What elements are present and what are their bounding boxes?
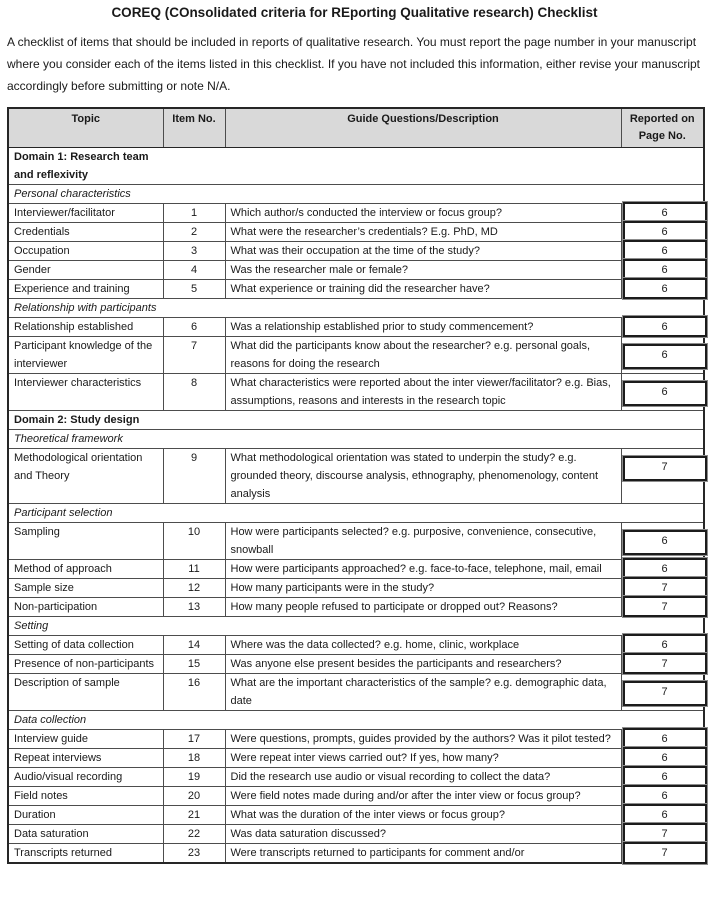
- guide-cell: What did the participants know about the researcher? e.g. personal goals, reasons for doing the research: [225, 337, 621, 374]
- page-number-field[interactable]: 7: [623, 653, 707, 674]
- guide-cell: Were repeat inter views carried out? If yes, how many?: [225, 749, 621, 768]
- section-row: [8, 299, 704, 318]
- topic-cell: Participant knowledge of the interviewer: [8, 337, 163, 374]
- guide-cell: How were participants approached? e.g. face-to-face, telephone, mail, email: [225, 560, 621, 579]
- page-number-field[interactable]: 7: [623, 577, 707, 598]
- guide-cell: How many participants were in the study?: [225, 579, 621, 598]
- topic-cell: Presence of non-participants: [8, 655, 163, 674]
- page-number-field[interactable]: 6: [623, 259, 707, 280]
- page-number-field[interactable]: 7: [623, 823, 707, 844]
- page-number-field[interactable]: 7: [623, 842, 707, 864]
- guide-cell: What methodological orientation was stated to underpin the study? e.g. grounded theory, discourse analysis, ethnography, phenomenology, content analysis: [225, 449, 621, 504]
- page-cell: [621, 242, 704, 261]
- page-cell: [621, 374, 704, 411]
- section-row: [8, 504, 704, 523]
- item-no-cell: 17: [163, 730, 225, 749]
- item-no-cell: 6: [163, 318, 225, 337]
- page-number-field[interactable]: 6: [623, 804, 707, 825]
- item-row: [8, 655, 704, 674]
- page-cell: [621, 261, 704, 280]
- section-cell: [8, 430, 704, 449]
- item-no-cell: 10: [163, 523, 225, 560]
- item-no-cell: 20: [163, 787, 225, 806]
- item-row: [8, 374, 704, 411]
- page-number-field[interactable]: 7: [623, 596, 707, 617]
- item-row: [8, 749, 704, 768]
- guide-cell: Where was the data collected? e.g. home, clinic, workplace: [225, 636, 621, 655]
- topic-cell: Repeat interviews: [8, 749, 163, 768]
- topic-cell: Transcripts returned: [8, 844, 163, 864]
- guide-cell: Which author/s conducted the interview or focus group?: [225, 204, 621, 223]
- item-row: [8, 523, 704, 560]
- col-header-reported: Reported on Page No.: [621, 108, 704, 148]
- section-cell: [8, 185, 704, 204]
- guide-cell: Was anyone else present besides the participants and researchers?: [225, 655, 621, 674]
- topic-cell: Non-participation: [8, 598, 163, 617]
- domain-row: [8, 411, 704, 430]
- topic-cell: Setting of data collection: [8, 636, 163, 655]
- page-number-field[interactable]: 6: [623, 634, 707, 655]
- page-number-field[interactable]: 6: [623, 747, 707, 768]
- section-label: Setting: [14, 620, 49, 633]
- item-no-cell: 21: [163, 806, 225, 825]
- guide-cell: Were questions, prompts, guides provided by the authors? Was it pilot tested?: [225, 730, 621, 749]
- guide-cell: Did the research use audio or visual recording to collect the data?: [225, 768, 621, 787]
- section-row: [8, 430, 704, 449]
- topic-cell: Gender: [8, 261, 163, 280]
- page-cell: [621, 560, 704, 579]
- item-row: [8, 280, 704, 299]
- item-row: [8, 449, 704, 504]
- page-cell: [621, 674, 704, 711]
- topic-cell: Sampling: [8, 523, 163, 560]
- topic-cell: Field notes: [8, 787, 163, 806]
- item-row: [8, 844, 704, 864]
- item-no-cell: 18: [163, 749, 225, 768]
- page-number-field[interactable]: 7: [623, 456, 707, 481]
- page-cell: [621, 844, 704, 864]
- topic-cell: Interviewer characteristics: [8, 374, 163, 411]
- topic-cell: Methodological orientation and Theory: [8, 449, 163, 504]
- checklist-table: [7, 107, 705, 864]
- item-row: [8, 579, 704, 598]
- page-cell: [621, 655, 704, 674]
- item-row: [8, 337, 704, 374]
- item-no-cell: 7: [163, 337, 225, 374]
- item-row: [8, 806, 704, 825]
- header-row: [8, 108, 704, 148]
- section-cell: [8, 299, 704, 318]
- col-header-item-no: Item No.: [163, 108, 225, 148]
- item-no-cell: 23: [163, 844, 225, 864]
- page-cell: [621, 204, 704, 223]
- item-no-cell: 1: [163, 204, 225, 223]
- guide-cell: What were the researcher’s credentials? E.g. PhD, MD: [225, 223, 621, 242]
- topic-cell: Interview guide: [8, 730, 163, 749]
- guide-cell: What experience or training did the researcher have?: [225, 280, 621, 299]
- item-no-cell: 16: [163, 674, 225, 711]
- guide-cell: How many people refused to participate or dropped out? Reasons?: [225, 598, 621, 617]
- page-cell: [621, 337, 704, 374]
- topic-cell: Sample size: [8, 579, 163, 598]
- page-number-field[interactable]: 6: [623, 381, 707, 406]
- item-row: [8, 768, 704, 787]
- page-cell: [621, 749, 704, 768]
- page-number-field[interactable]: 6: [623, 766, 707, 787]
- item-no-cell: 5: [163, 280, 225, 299]
- item-row: [8, 636, 704, 655]
- guide-cell: Was the researcher male or female?: [225, 261, 621, 280]
- topic-cell: Description of sample: [8, 674, 163, 711]
- section-row: [8, 185, 704, 204]
- page-cell: [621, 523, 704, 560]
- domain-cell: [8, 411, 704, 430]
- domain-row: [8, 148, 704, 185]
- item-no-cell: 4: [163, 261, 225, 280]
- section-cell: [8, 711, 704, 730]
- page-cell: [621, 636, 704, 655]
- item-row: [8, 223, 704, 242]
- guide-cell: Was a relationship established prior to study commencement?: [225, 318, 621, 337]
- checklist-table-body: [8, 148, 704, 864]
- item-row: [8, 730, 704, 749]
- item-row: [8, 204, 704, 223]
- domain-label: Domain 1: Research team and reflexivity: [14, 151, 149, 182]
- topic-cell: Relationship established: [8, 318, 163, 337]
- item-row: [8, 560, 704, 579]
- page-cell: [621, 598, 704, 617]
- topic-cell: Data saturation: [8, 825, 163, 844]
- topic-cell: Experience and training: [8, 280, 163, 299]
- item-no-cell: 15: [163, 655, 225, 674]
- item-no-cell: 2: [163, 223, 225, 242]
- page-number-field[interactable]: 6: [623, 558, 707, 579]
- section-label: Theoretical framework: [14, 433, 123, 446]
- guide-cell: How were participants selected? e.g. purposive, convenience, consecutive, snowball: [225, 523, 621, 560]
- domain-cell: [8, 148, 704, 185]
- page-number-field[interactable]: 6: [623, 785, 707, 806]
- item-no-cell: 19: [163, 768, 225, 787]
- section-label: Relationship with participants: [14, 302, 157, 315]
- item-no-cell: 8: [163, 374, 225, 411]
- section-cell: [8, 617, 704, 636]
- guide-cell: Were transcripts returned to participants for comment and/or: [225, 844, 621, 864]
- page-number-field[interactable]: 6: [623, 202, 707, 223]
- page-cell: [621, 768, 704, 787]
- section-label: Data collection: [14, 714, 87, 727]
- item-no-cell: 14: [163, 636, 225, 655]
- section-label: Personal characteristics: [14, 188, 131, 201]
- page-cell: [621, 280, 704, 299]
- page-number-field[interactable]: 6: [623, 221, 707, 242]
- col-header-topic: Topic: [8, 108, 163, 148]
- guide-cell: What was their occupation at the time of the study?: [225, 242, 621, 261]
- guide-cell: Was data saturation discussed?: [225, 825, 621, 844]
- page-number-field[interactable]: 6: [623, 344, 707, 369]
- page-cell: [621, 730, 704, 749]
- section-label: Participant selection: [14, 507, 113, 520]
- page-cell: [621, 223, 704, 242]
- page-cell: [621, 318, 704, 337]
- page-cell: [621, 787, 704, 806]
- topic-cell: Audio/visual recording: [8, 768, 163, 787]
- item-no-cell: 12: [163, 579, 225, 598]
- page-title: COREQ (COnsolidated criteria for REporting Qualitative research) Checklist: [111, 5, 598, 20]
- guide-cell: What are the important characteristics of the sample? e.g. demographic data, date: [225, 674, 621, 711]
- page-cell: [621, 806, 704, 825]
- section-row: [8, 711, 704, 730]
- guide-cell: What characteristics were reported about the inter viewer/facilitator? e.g. Bias, assumptions, reasons and interests in the research topic: [225, 374, 621, 411]
- page-number-field[interactable]: 6: [623, 278, 707, 299]
- topic-cell: Method of approach: [8, 560, 163, 579]
- item-no-cell: 9: [163, 449, 225, 504]
- item-row: [8, 242, 704, 261]
- topic-cell: Credentials: [8, 223, 163, 242]
- item-no-cell: 13: [163, 598, 225, 617]
- col-header-guide: Guide Questions/Description: [225, 108, 621, 148]
- guide-cell: What was the duration of the inter views or focus group?: [225, 806, 621, 825]
- item-no-cell: 11: [163, 560, 225, 579]
- section-row: [8, 617, 704, 636]
- item-no-cell: 22: [163, 825, 225, 844]
- guide-cell: Were field notes made during and/or after the inter view or focus group?: [225, 787, 621, 806]
- item-row: [8, 318, 704, 337]
- page-number-field[interactable]: 6: [623, 240, 707, 261]
- section-cell: [8, 504, 704, 523]
- page-number-field[interactable]: 6: [623, 316, 707, 337]
- page-cell: [621, 579, 704, 598]
- item-row: [8, 787, 704, 806]
- item-no-cell: 3: [163, 242, 225, 261]
- topic-cell: Interviewer/facilitator: [8, 204, 163, 223]
- item-row: [8, 598, 704, 617]
- page-cell: [621, 449, 704, 504]
- item-row: [8, 825, 704, 844]
- page-number-field[interactable]: 7: [623, 681, 707, 706]
- intro-paragraph: A checklist of items that should be included in reports of qualitative research. You must report the page number in your manuscript where you consider each of the items listed in this checklist. If you have not included this information, either revise your manuscript accordingly before submitting or note N/A.: [7, 35, 701, 93]
- topic-cell: Occupation: [8, 242, 163, 261]
- item-row: [8, 674, 704, 711]
- page-number-field[interactable]: 6: [623, 728, 707, 749]
- item-row: [8, 261, 704, 280]
- topic-cell: Duration: [8, 806, 163, 825]
- domain-label: Domain 2: Study design: [14, 414, 140, 427]
- page-cell: [621, 825, 704, 844]
- page-number-field[interactable]: 6: [623, 530, 707, 555]
